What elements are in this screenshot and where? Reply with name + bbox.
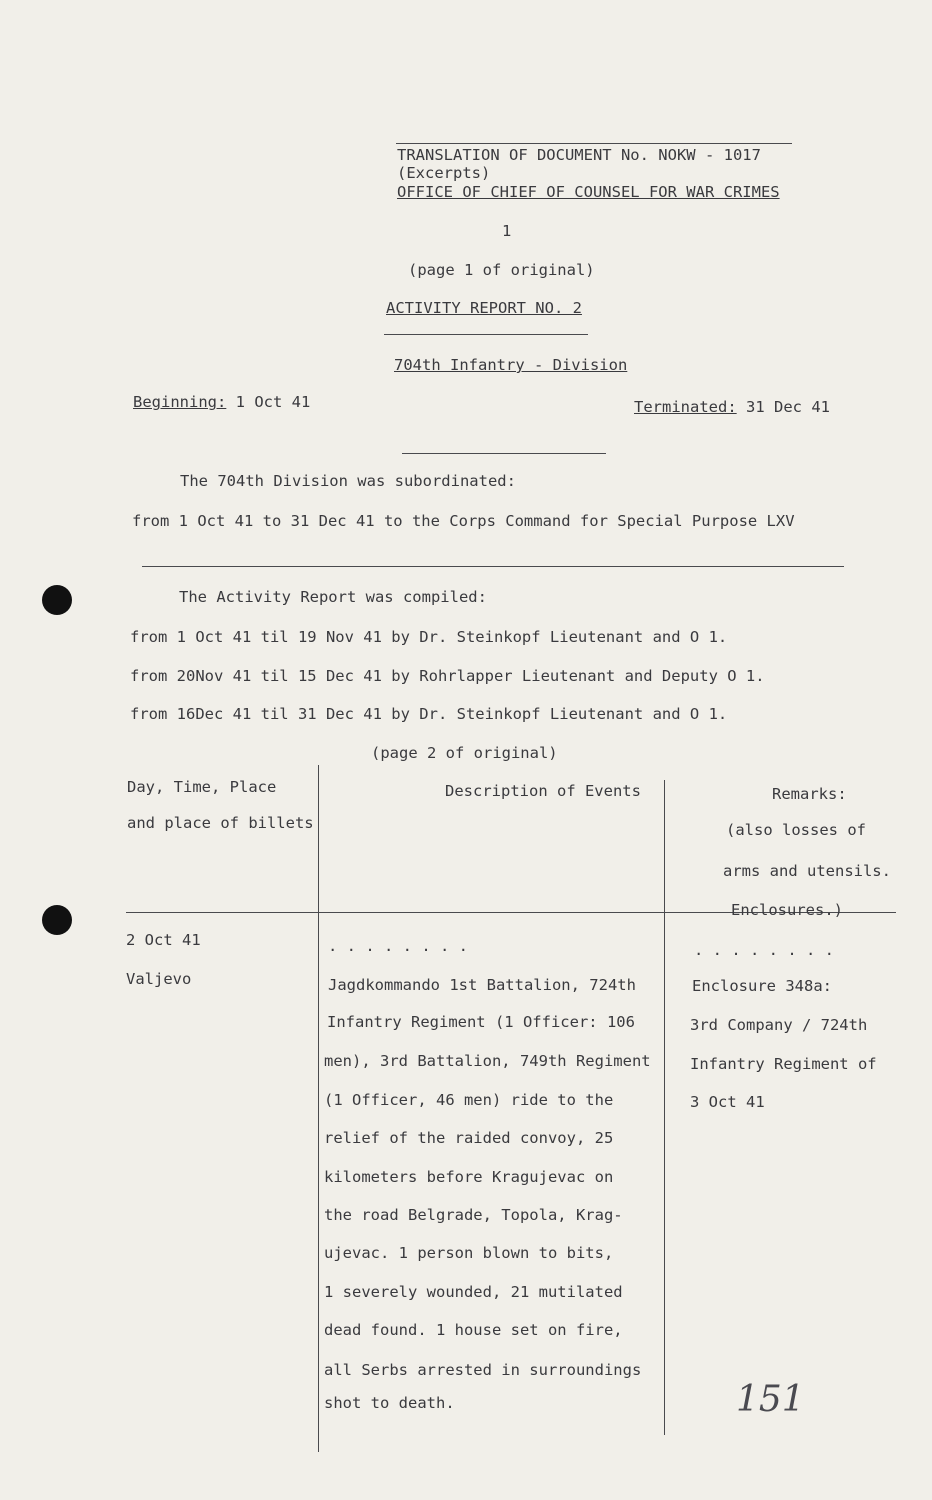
terminated-label: Terminated: (634, 398, 737, 416)
subordination-line: from 1 Oct 41 to 31 Dec 41 to the Corps Command for Special Purpose LXV (132, 512, 795, 530)
compiled-intro: The Activity Report was compiled: (179, 588, 487, 606)
report-title: ACTIVITY REPORT NO. 2 (386, 299, 582, 317)
page-number: 1 (502, 222, 512, 240)
remarks-line-4: 3 Oct 41 (690, 1093, 765, 1111)
row-date: 2 Oct 41 (126, 931, 201, 949)
header-top-rule (396, 143, 792, 144)
beginning-value: 1 Oct 41 (235, 393, 311, 411)
description-line-7: the road Belgrade, Topola, Krag- (324, 1206, 623, 1224)
page-of-original: (page 1 of original) (408, 261, 595, 279)
page-2-note: (page 2 of original) (371, 744, 558, 762)
excerpts-line: (Excerpts) (397, 164, 491, 182)
description-line-3: men), 3rd Battalion, 749th Regiment (324, 1052, 651, 1070)
terminated (634, 398, 830, 416)
office-line: OFFICE OF CHIEF OF COUNSEL FOR WAR CRIMES (397, 183, 780, 201)
table-col-divider-1 (318, 765, 319, 1452)
beginning (133, 393, 310, 411)
remarks-dots: . . . . . . . . (694, 941, 834, 959)
description-line-2: Infantry Regiment (1 Officer: 106 (327, 1013, 635, 1031)
col3-header-line-2: (also losses of (726, 821, 866, 839)
remarks-line-2: 3rd Company / 724th (690, 1016, 868, 1034)
translation-line: TRANSLATION OF DOCUMENT No. NOKW - 1017 (397, 146, 761, 164)
description-line-12: shot to death. (324, 1394, 455, 1412)
col3-header-line-3: arms and utensils. (723, 862, 891, 880)
terminated-value: 31 Dec 41 (746, 398, 830, 416)
table-col-divider-2 (664, 780, 665, 1435)
description-line-8: ujevac. 1 person blown to bits, (324, 1244, 614, 1262)
section-rule (142, 566, 844, 567)
description-line-6: kilometers before Kragujevac on (324, 1168, 614, 1186)
description-line-10: dead found. 1 house set on fire, (324, 1321, 623, 1339)
division-name: 704th Infantry - Division (394, 356, 628, 374)
row-dots: . . . . . . . . (328, 937, 468, 955)
row-place: Valjevo (126, 970, 192, 988)
col1-header-line-2: and place of billets (127, 814, 314, 832)
col3-header-line-4: Enclosures.) (731, 901, 843, 919)
punch-hole-top (42, 585, 72, 615)
beginning-label: Beginning: (133, 393, 227, 411)
description-line-9: 1 severely wounded, 21 mutilated (324, 1283, 623, 1301)
remarks-line-1: Enclosure 348a: (692, 977, 832, 995)
description-line-5: relief of the raided convoy, 25 (324, 1129, 614, 1147)
period-rule (402, 453, 606, 454)
description-line-1: Jagdkommando 1st Battalion, 724th (328, 976, 636, 994)
subordination-intro: The 704th Division was subordinated: (180, 472, 516, 490)
col1-header-line-1: Day, Time, Place (127, 778, 277, 796)
description-line-4: (1 Officer, 46 men) ride to the (324, 1091, 614, 1109)
compiled-line-1: from 1 Oct 41 til 19 Nov 41 by Dr. Steinkopf Lieutenant and O 1. (130, 628, 728, 646)
compiled-line-2: from 20Nov 41 til 15 Dec 41 by Rohrlapper Lieutenant and Deputy O 1. (130, 667, 765, 685)
handwritten-page-number: 151 (736, 1379, 805, 1420)
remarks-line-3: Infantry Regiment of (690, 1055, 877, 1073)
punch-hole-bottom (42, 905, 72, 935)
compiled-line-3: from 16Dec 41 til 31 Dec 41 by Dr. Steinkopf Lieutenant and O 1. (130, 705, 728, 723)
title-rule (384, 334, 588, 335)
col3-header-line-1: Remarks: (772, 785, 847, 803)
description-line-11: all Serbs arrested in surroundings (324, 1361, 642, 1379)
col2-header: Description of Events (445, 782, 641, 800)
